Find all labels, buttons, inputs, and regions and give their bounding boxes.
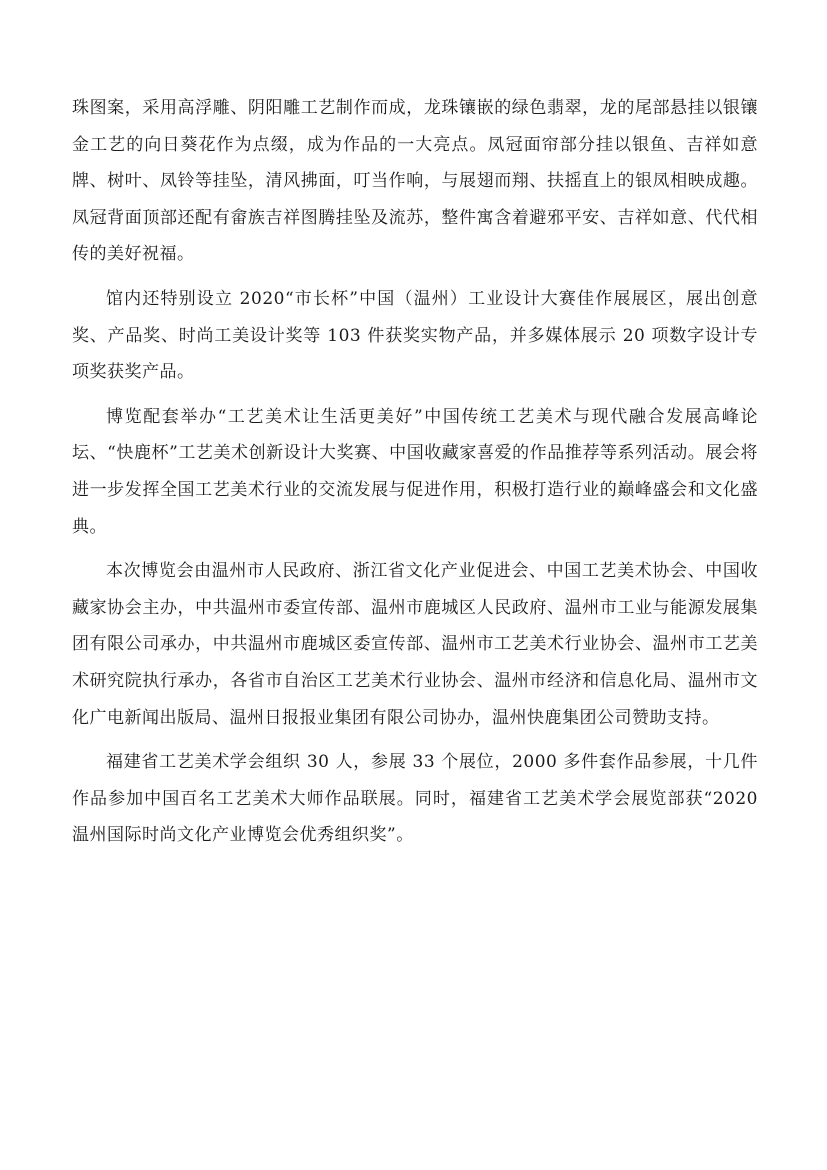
paragraph-organizers: 本次博览会由温州市人民政府、浙江省文化产业促进会、中国工艺美术协会、中国收藏家协会主办，中共温州市委宣传部、温州市鹿城区人民政府、温州市工业与能源发展集团有限公司承办，中共温州市鹿城区委宣传部、温州市工艺美术行业协会、温州市工艺美术研究院执行承办，各省市自治区工艺美术行业协会、温州市经济和信息化局、温州市文化广电新闻出版局、温州日报报业集团有限公司协办，温州快鹿集团公司赞助支持。	[72, 561, 758, 728]
paragraph-design-exhibition: 馆内还特别设立 2020“市长杯”中国（温州）工业设计大赛佳作展展区，展出创意奖、产品奖、时尚工美设计奖等 103 件获奖实物产品，并多媒体展示 20 项数字设计专项奖获奖产品。	[72, 288, 758, 383]
document-page	[72, 90, 758, 854]
paragraph-supporting-events: 博览配套举办“工艺美术让生活更美好”中国传统工艺美术与现代融合发展高峰论坛、“快鹿杯”工艺美术创新设计大奖赛、中国收藏家喜爱的作品推荐等系列活动。展会将进一步发挥全国工艺美术行业的交流发展与促进作用，积极打造行业的巅峰盛会和文化盛典。	[72, 406, 758, 537]
paragraph-continuation: 珠图案，采用高浮雕、阴阳雕工艺制作而成，龙珠镶嵌的绿色翡翠，龙的尾部悬挂以银镶金工艺的向日葵花作为点缀，成为作品的一大亮点。凤冠面帘部分挂以银鱼、吉祥如意牌、树叶、凤铃等挂坠，清风拂面，叮当作响，与展翅而翔、扶摇直上的银凤相映成趣。凤冠背面顶部还配有畲族吉祥图腾挂坠及流苏，整件寓含着避邪平安、吉祥如意、代代相传的美好祝福。	[72, 98, 758, 265]
paragraph-fujian-participation: 福建省工艺美术学会组织 30 人，参展 33 个展位，2000 多件套作品参展，十几件作品参加中国百名工艺美术大师作品联展。同时，福建省工艺美术学会展览部获“2020 温州国际时尚文化产业博览会优秀组织奖”。	[72, 752, 758, 846]
